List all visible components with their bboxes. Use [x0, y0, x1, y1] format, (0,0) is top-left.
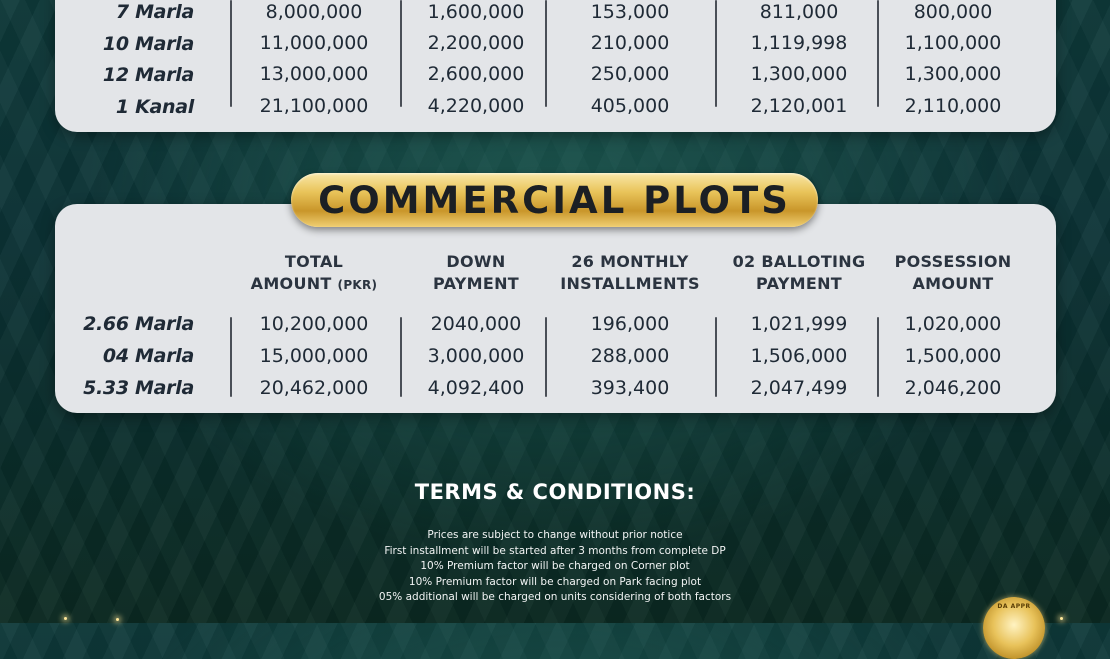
header-monthly-line1: 26 MONTHLY [571, 252, 689, 271]
total-amount-cell: 8,000,000 [265, 1, 363, 23]
total-amount-cell: 11,000,000 [259, 32, 369, 54]
possession-amount-cell: 1,300,000 [904, 63, 1002, 85]
header-down-payment [433, 251, 519, 295]
monthly-installment-cell: 405,000 [590, 95, 670, 117]
down-payment-cell: 4,092,400 [427, 377, 525, 399]
header-balloting-line1: 02 BALLOTING [732, 252, 866, 271]
monthly-installment-cell: 153,000 [590, 1, 670, 23]
terms-item: First installment will be started after 3 months from complete DP [384, 544, 726, 557]
down-payment-cell: 3,000,000 [427, 345, 525, 367]
header-monthly-installments [560, 251, 700, 295]
down-payment-cell: 2,200,000 [427, 32, 525, 54]
header-balloting-payment [733, 251, 866, 295]
terms-conditions-list [0, 528, 1110, 606]
column-divider [400, 317, 402, 397]
plot-size-label: 5.33 Marla [83, 377, 194, 399]
possession-amount-cell: 800,000 [913, 1, 993, 23]
plot-size-label: 04 Marla [102, 345, 194, 367]
possession-amount-cell: 2,110,000 [904, 95, 1002, 117]
plot-size-label: 7 Marla [115, 1, 194, 23]
sparkle-decoration [1060, 617, 1063, 620]
plot-size-label: 12 Marla [102, 64, 194, 86]
balloting-payment-cell: 1,021,999 [750, 313, 848, 335]
header-possession-amount [895, 251, 1012, 295]
terms-item: Prices are subject to change without prior notice [427, 529, 683, 541]
column-divider [400, 0, 402, 107]
column-divider [715, 317, 717, 397]
monthly-installment-cell: 250,000 [590, 63, 670, 85]
terms-item: 10% Premium factor will be charged on Corner plot [420, 560, 690, 572]
balloting-payment-cell: 2,120,001 [750, 95, 848, 117]
balloting-payment-cell: 1,300,000 [750, 63, 848, 85]
column-divider [230, 317, 232, 397]
header-balloting-line2: PAYMENT [756, 274, 842, 293]
column-divider [877, 0, 879, 107]
sparkle-decoration [64, 617, 67, 620]
header-down-line1: DOWN [446, 252, 506, 271]
total-amount-cell: 13,000,000 [259, 63, 369, 85]
total-amount-cell: 20,462,000 [259, 377, 369, 399]
column-divider [230, 0, 232, 107]
header-down-line2: PAYMENT [433, 274, 519, 293]
header-monthly-line2: INSTALLMENTS [560, 274, 700, 293]
monthly-installment-cell: 288,000 [590, 345, 670, 367]
monthly-installment-cell: 393,400 [590, 377, 670, 399]
monthly-installment-cell: 210,000 [590, 32, 670, 54]
commercial-plots-title: COMMERCIAL PLOTS [318, 178, 791, 222]
down-payment-cell: 2040,000 [430, 313, 522, 335]
header-total-line2 [251, 273, 378, 296]
plot-size-label: 2.66 Marla [83, 313, 194, 335]
possession-amount-cell: 1,500,000 [904, 345, 1002, 367]
header-total-line2-text: AMOUNT [250, 274, 332, 293]
sparkle-decoration [116, 618, 119, 621]
terms-item: 10% Premium factor will be charged on Park facing plot [408, 575, 702, 588]
total-amount-cell: 15,000,000 [259, 345, 369, 367]
plot-size-label: 1 Kanal [115, 96, 194, 118]
header-total-line1: TOTAL [284, 252, 344, 271]
commercial-plots-title-badge [291, 173, 818, 227]
commercial-price-table [55, 204, 1056, 413]
approval-seal-icon [983, 597, 1045, 659]
approval-seal-text: DA APPR [997, 603, 1031, 610]
terms-conditions-heading: TERMS & CONDITIONS: [414, 480, 696, 504]
header-total-amount [251, 251, 378, 296]
plot-size-label: 10 Marla [102, 33, 194, 55]
terms-item: 05% additional will be charged on units considering of both factors [378, 591, 732, 603]
balloting-payment-cell: 1,506,000 [750, 345, 848, 367]
column-divider [715, 0, 717, 107]
possession-amount-cell: 1,100,000 [904, 32, 1002, 54]
header-possession-line1: POSSESSION [894, 252, 1012, 271]
total-amount-cell: 21,100,000 [259, 95, 369, 117]
down-payment-cell: 1,600,000 [427, 1, 525, 23]
total-amount-cell: 10,200,000 [259, 313, 369, 335]
monthly-installment-cell: 196,000 [590, 313, 670, 335]
down-payment-cell: 2,600,000 [427, 63, 525, 85]
balloting-payment-cell: 1,119,998 [750, 32, 848, 54]
header-possession-line2: AMOUNT [912, 274, 994, 293]
residential-price-table [55, 0, 1056, 132]
header-currency-unit: (PKR) [337, 278, 378, 292]
column-divider [545, 317, 547, 397]
possession-amount-cell: 1,020,000 [904, 313, 1002, 335]
balloting-payment-cell: 2,047,499 [750, 377, 848, 399]
balloting-payment-cell: 811,000 [759, 1, 839, 23]
possession-amount-cell: 2,046,200 [904, 377, 1002, 399]
column-divider [545, 0, 547, 107]
column-divider [877, 317, 879, 397]
down-payment-cell: 4,220,000 [427, 95, 525, 117]
